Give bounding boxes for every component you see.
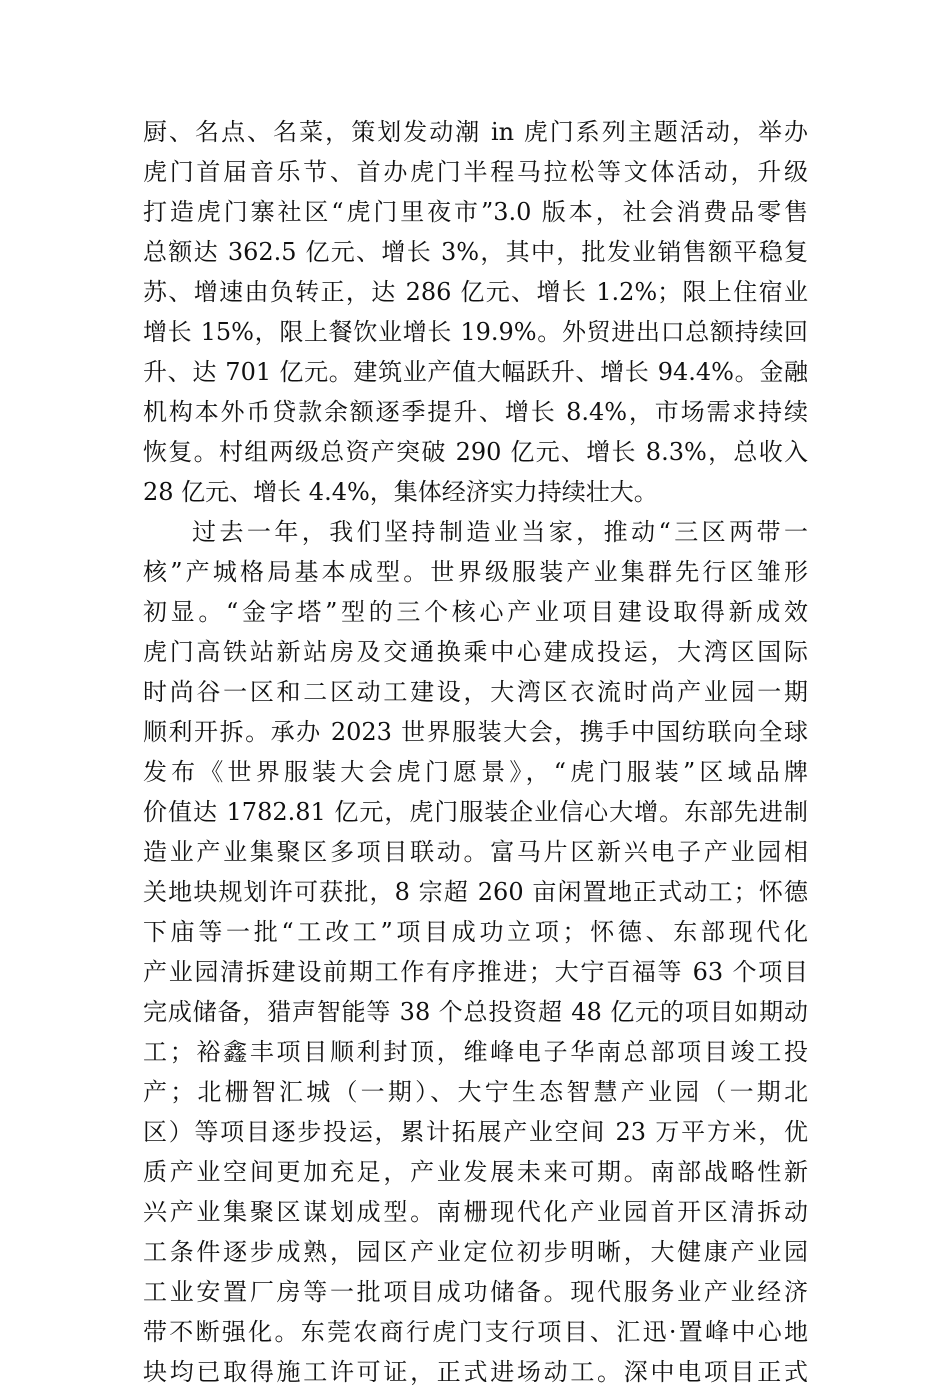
paragraph-line: 工条件逐步成熟，园区产业定位初步明晰，大健康产业园 <box>143 1238 808 1266</box>
paragraph-line: 下庙等一批“工改工”项目成功立项；怀德、东部现代化 <box>143 918 808 946</box>
paragraph-line: 工业安置厂房等一批项目成功储备。现代服务业产业经济 <box>143 1278 808 1306</box>
paragraph-line: 总额达 362.5 亿元、增长 3%，其中，批发业销售额平稳复 <box>143 238 808 266</box>
paragraph-line: 价值达 1782.81 亿元，虎门服装企业信心大增。东部先进制 <box>143 798 808 826</box>
paragraph-line: 关地块规划许可获批，8 宗超 260 亩闲置地正式动工；怀德 <box>143 878 808 906</box>
paragraph-line: 机构本外币贷款余额逐季提升、增长 8.4%，市场需求持续 <box>143 398 808 426</box>
paragraph-line: 产业园清拆建设前期工作有序推进；大宁百福等 63 个项目 <box>143 958 808 986</box>
paragraph-line: 完成储备，猎声智能等 38 个总投资超 48 亿元的项目如期动 <box>143 998 808 1026</box>
paragraph-line: 过去一年，我们坚持制造业当家，推动“三区两带一 <box>192 518 808 546</box>
paragraph-line: 发布《世界服装大会虎门愿景》，“虎门服装”区域品牌 <box>143 758 808 786</box>
document-body <box>143 112 808 1392</box>
paragraph-line: 工；裕鑫丰项目顺利封顶，维峰电子华南总部项目竣工投 <box>143 1038 808 1066</box>
paragraph-line: 增长 15%，限上餐饮业增长 19.9%。外贸进出口总额持续回 <box>143 318 808 346</box>
paragraph-line: 虎门首届音乐节、首办虎门半程马拉松等文体活动，升级 <box>143 158 808 186</box>
paragraph-line: 初显。“金字塔”型的三个核心产业项目建设取得新成效 <box>143 598 808 626</box>
paragraph-line: 顺利开拆。承办 2023 世界服装大会，携手中国纺联向全球 <box>143 718 808 746</box>
paragraph-line: 区）等项目逐步投运，累计拓展产业空间 23 万平方米，优 <box>143 1118 808 1146</box>
paragraph-line: 时尚谷一区和二区动工建设，大湾区衣流时尚产业园一期 <box>143 678 808 706</box>
paragraph-line: 造业产业集聚区多项目联动。富马片区新兴电子产业园相 <box>143 838 808 866</box>
paragraph-line: 核”产城格局基本成型。世界级服装产业集群先行区雏形 <box>143 558 808 586</box>
paragraph-line: 产；北栅智汇城（一期）、大宁生态智慧产业园（一期北 <box>143 1078 808 1106</box>
paragraph-line: 升、达 701 亿元。建筑业产值大幅跃升、增长 94.4%。金融 <box>143 358 808 386</box>
paragraph-line: 厨、名点、名菜，策划发动潮 in 虎门系列主题活动，举办 <box>143 118 808 146</box>
paragraph-1 <box>143 112 808 512</box>
paragraph-line: 虎门高铁站新站房及交通换乘中心建成投运，大湾区国际 <box>143 638 808 666</box>
paragraph-line: 带不断强化。东莞农商行虎门支行项目、汇迅·置峰中心地 <box>143 1318 808 1346</box>
paragraph-line: 恢复。村组两级总资产突破 290 亿元、增长 8.3%，总收入 <box>143 438 808 466</box>
paragraph-line: 28 亿元、增长 4.4%，集体经济实力持续壮大。 <box>143 478 658 506</box>
paragraph-2 <box>143 512 808 1392</box>
paragraph-line: 苏、增速由负转正，达 286 亿元、增长 1.2%；限上住宿业 <box>143 278 808 306</box>
paragraph-line: 块均已取得施工许可证，正式进场动工。深中电项目正式 <box>143 1358 808 1386</box>
paragraph-line: 打造虎门寨社区“虎门里夜市”3.0 版本，社会消费品零售 <box>143 198 808 226</box>
paragraph-line: 质产业空间更加充足，产业发展未来可期。南部战略性新 <box>143 1158 808 1186</box>
paragraph-line: 兴产业集聚区谋划成型。南栅现代化产业园首开区清拆动 <box>143 1198 808 1226</box>
